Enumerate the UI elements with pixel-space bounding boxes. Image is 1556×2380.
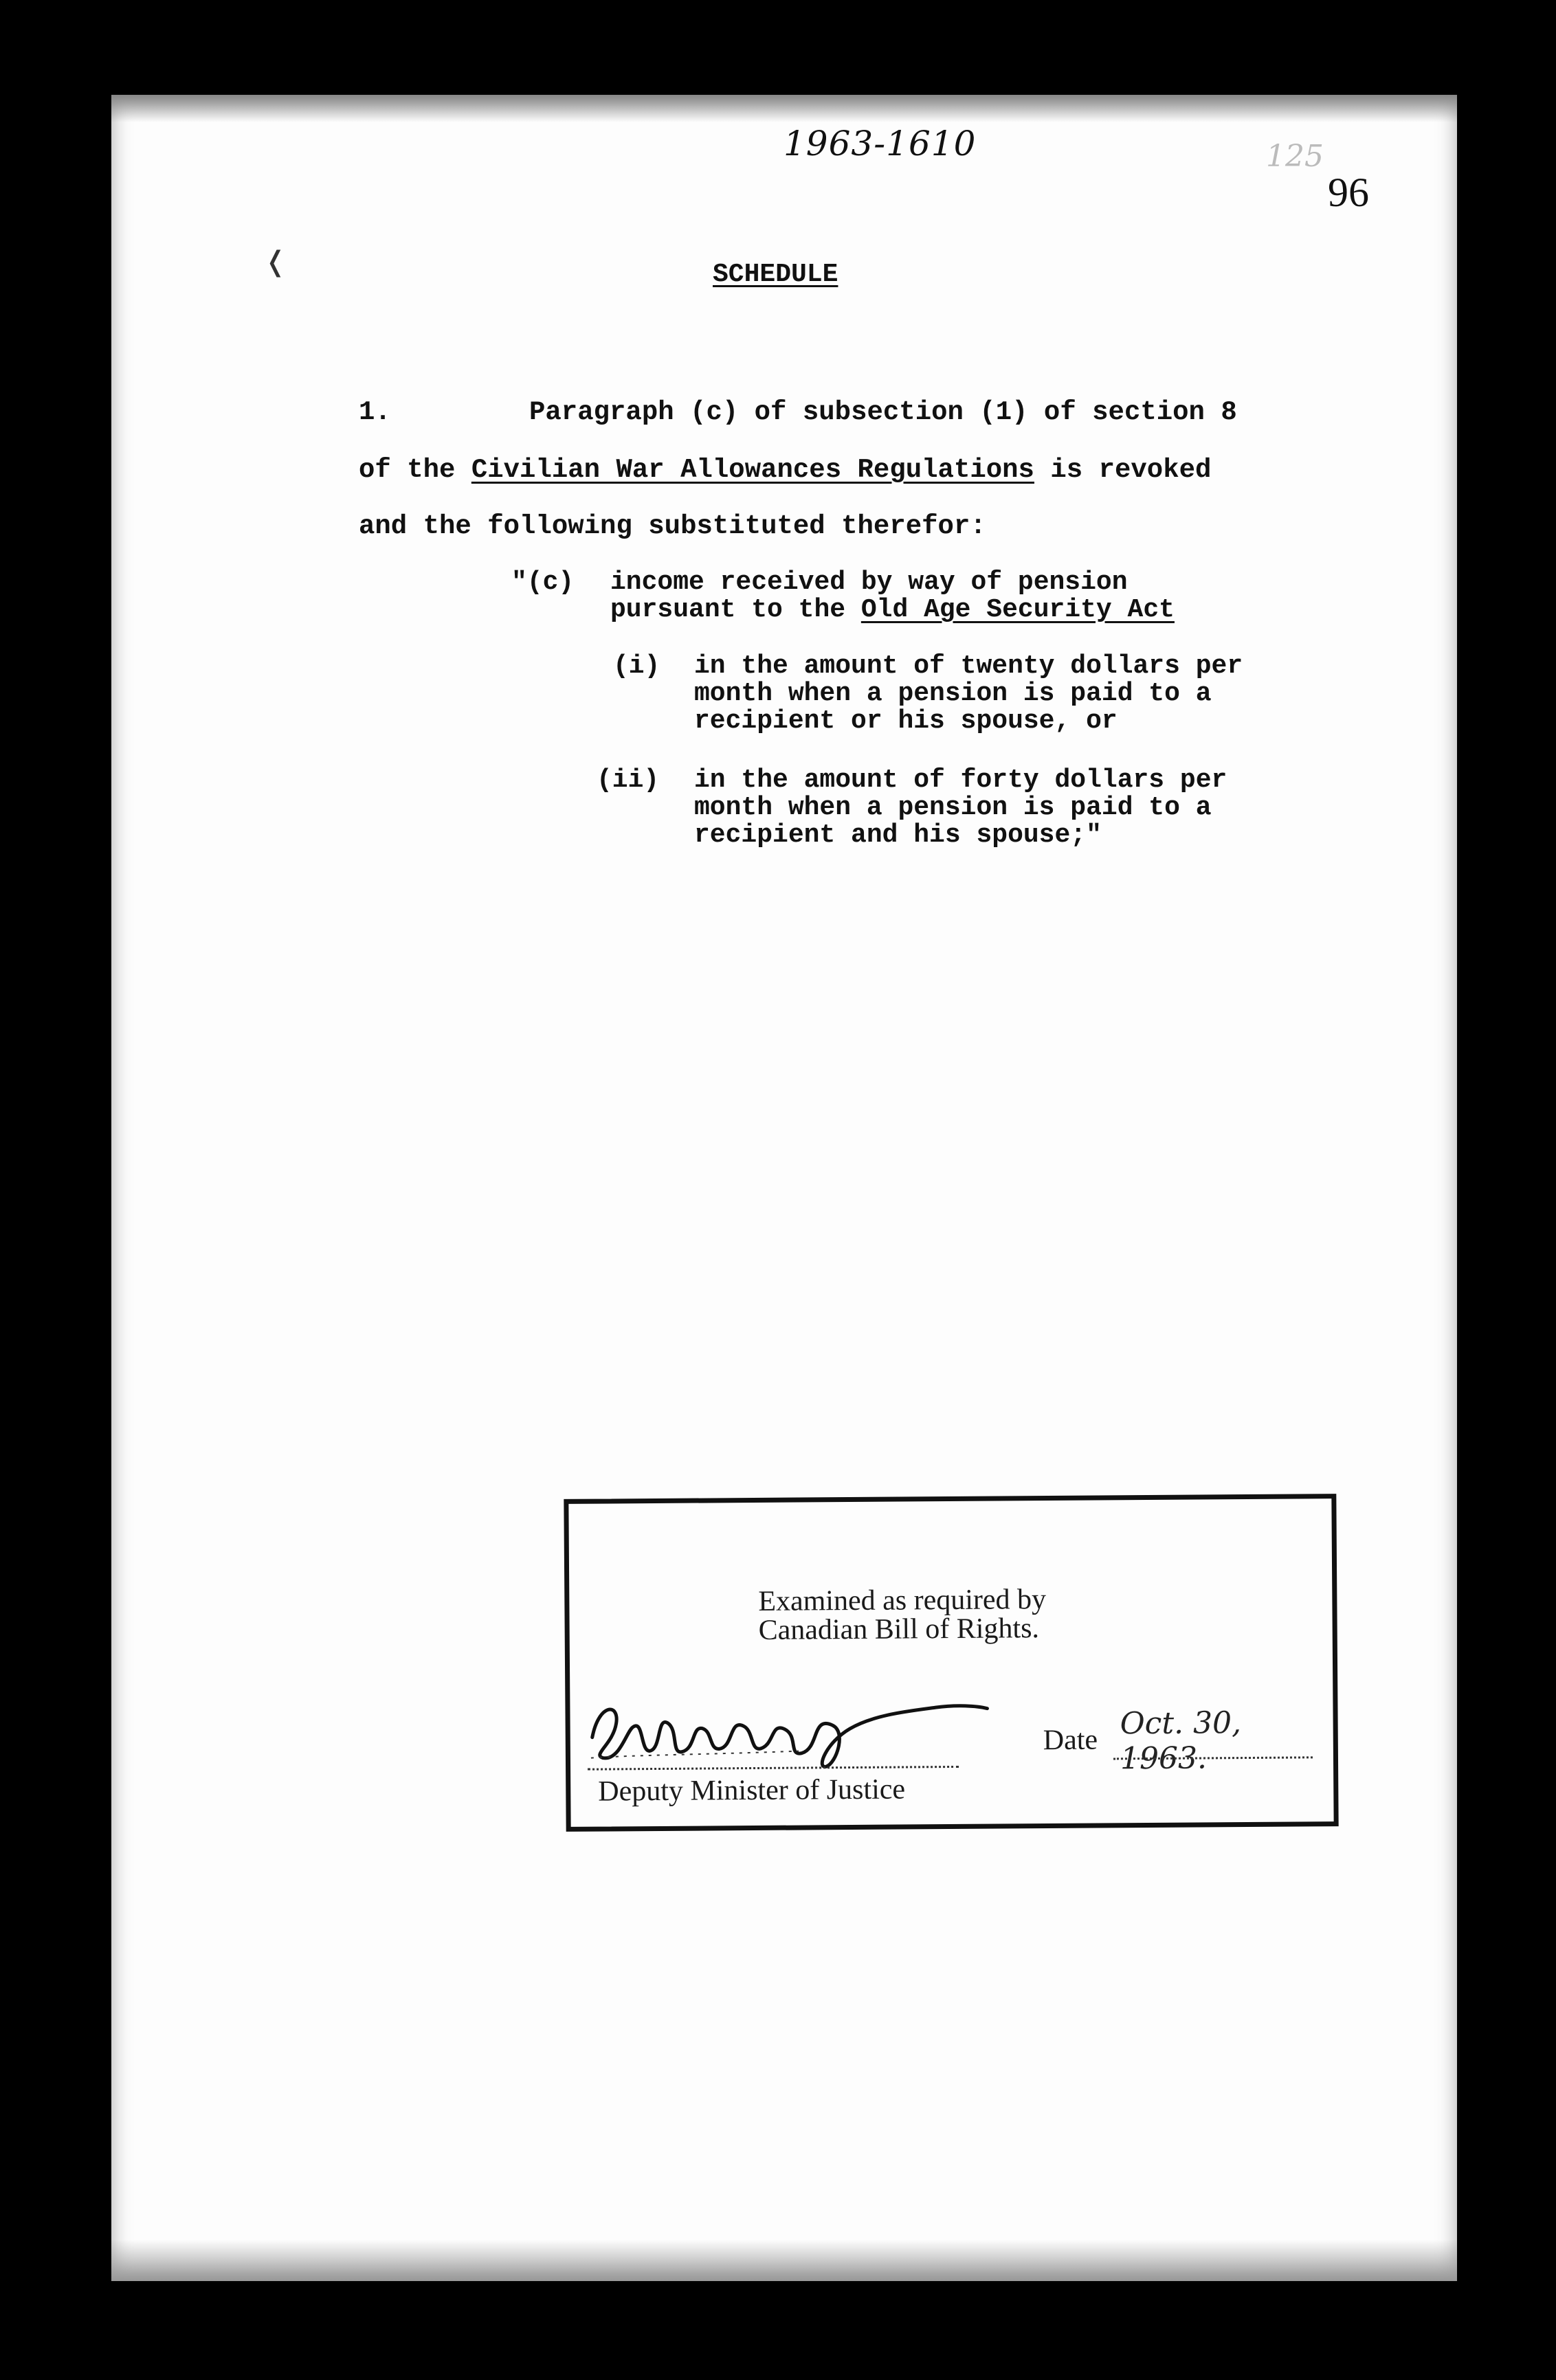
section-line-1: Paragraph (c) of subsection (1) of section 8	[529, 397, 1237, 427]
section-number: 1.	[359, 397, 391, 427]
clause-c-label: "(c)	[511, 568, 575, 597]
stamp-date-value: Oct. 30, 1963.	[1120, 1705, 1242, 1777]
pencil-page-number: 125	[1266, 139, 1324, 174]
staple-mark: ❬	[264, 246, 287, 278]
subclause-i-line-2: month when a pension is paid to a	[694, 679, 1212, 708]
page-number: 96	[1328, 170, 1369, 215]
section-line-2-prefix: of the	[359, 455, 471, 485]
bill-of-rights-stamp	[564, 1494, 1338, 1832]
regulations-title: Civilian War Allowances Regulations	[471, 455, 1034, 485]
clause-c-line-2-prefix: pursuant to the	[610, 595, 861, 625]
subclause-i-label: (i)	[613, 651, 660, 681]
stamp-line-1: Examined as required by	[758, 1584, 1047, 1617]
subclause-ii-label: (ii)	[597, 765, 660, 795]
file-number: 1963-1610	[783, 124, 977, 164]
subclause-i-line-3: recipient or his spouse, or	[694, 706, 1118, 736]
stamp-signatory: Deputy Minister of Justice	[598, 1773, 906, 1808]
document-page	[111, 95, 1457, 2281]
section-line-2-suffix: is revoked	[1034, 455, 1212, 485]
stamp-line-2: Canadian Bill of Rights.	[758, 1613, 1040, 1646]
subclause-ii-line-1: in the amount of forty dollars per	[694, 765, 1227, 795]
section-line-2	[359, 455, 1211, 485]
subclause-ii-line-3: recipient and his spouse;"	[694, 820, 1102, 850]
schedule-title: SCHEDULE	[713, 260, 838, 289]
act-title: Old Age Security Act	[860, 595, 1175, 625]
clause-c-line-1: income received by way of pension	[610, 568, 1128, 597]
section-line-3: and the following substituted therefor:	[359, 511, 986, 541]
stamp-date-label: Date	[1043, 1724, 1098, 1757]
subclause-i-line-1: in the amount of twenty dollars per	[694, 651, 1243, 681]
signature-image	[578, 1687, 991, 1772]
clause-c-line-2	[610, 595, 1175, 625]
subclause-ii-line-2: month when a pension is paid to a	[694, 793, 1212, 822]
